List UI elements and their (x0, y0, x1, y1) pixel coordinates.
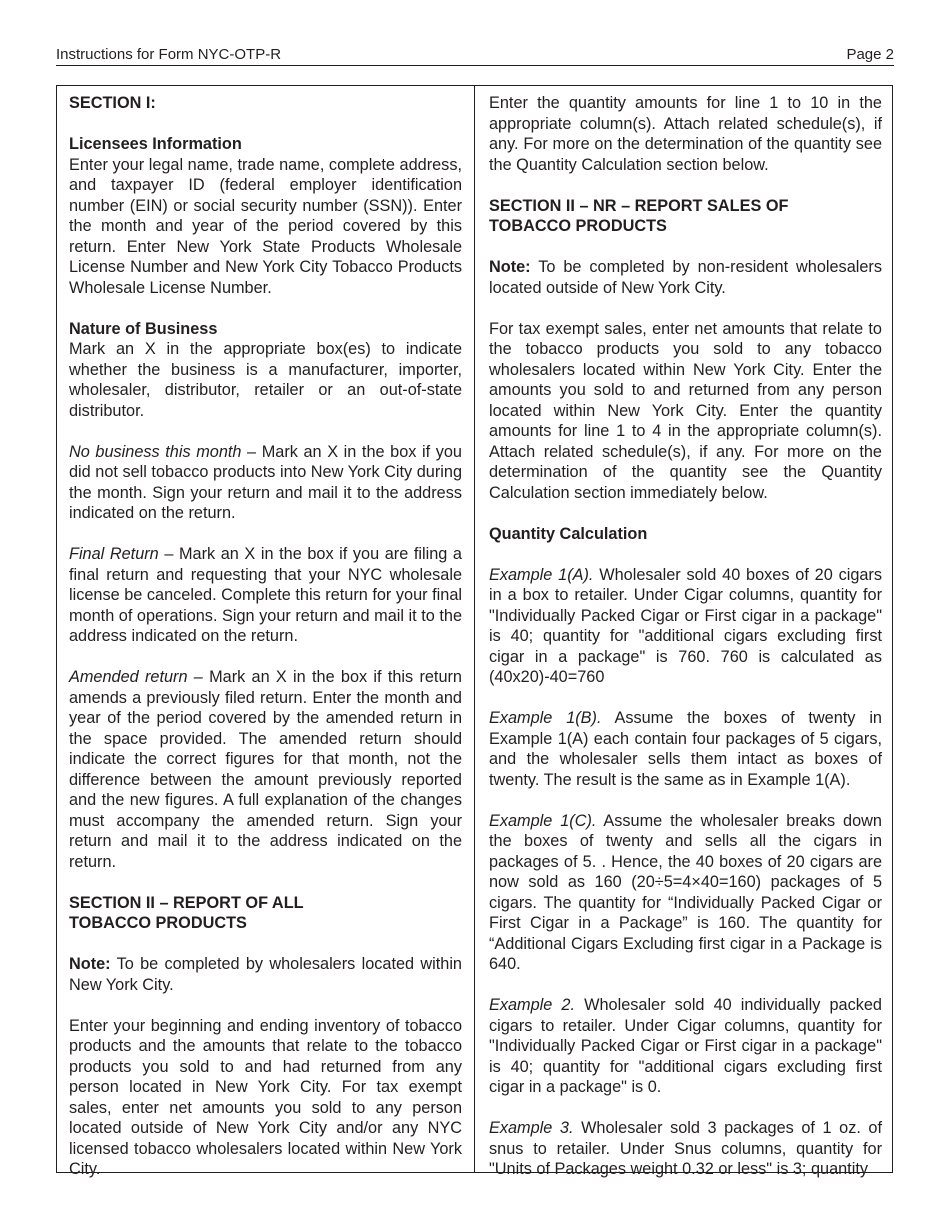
final-return-label: Final Return (69, 545, 159, 563)
section-2-nr-heading-line-2: TOBACCO PRODUCTS (489, 217, 667, 235)
section-2-heading-line-2: TOBACCO PRODUCTS (69, 914, 247, 932)
example-2-paragraph (489, 995, 882, 1098)
no-business-label: No business this month (69, 442, 242, 461)
example-3-paragraph (489, 1118, 882, 1180)
example-2-label: Example 2. (489, 996, 576, 1014)
section-2-nr-heading (489, 196, 882, 237)
note-text: To be completed by non-resident wholesalers located outside of New York City. (489, 258, 882, 297)
example-3-text: Wholesaler sold 3 packages of 1 oz. of snus to retailer. Under Snus columns, quantity for "Units of Packages weight 0.32 or less" is 3; quantity (489, 1119, 882, 1178)
example-1c-label: Example 1(C). (489, 811, 597, 830)
no-business-text: – Mark an X in the box if you did not sell tobacco products into New York City during the month. Sign your return and mail it to the address indicated on the return. (69, 442, 462, 522)
section-1-heading: SECTION I: (69, 94, 156, 112)
section-2-heading (69, 893, 462, 934)
quantity-intro-paragraph: Enter the quantity amounts for line 1 to 10 in the appropriate column(s). Attach related schedule(s), if any. For more on the determination of the quantity see the Quantity Calculation section below. (489, 94, 882, 174)
instructions-box (56, 85, 893, 1178)
section-2-nr-heading-line-1: SECTION II – NR – REPORT SALES OF (489, 196, 789, 215)
note-label: Note: (489, 258, 531, 276)
section-2-heading-line-1: SECTION II – REPORT OF ALL (69, 893, 304, 912)
licensee-paragraph: Enter your legal name, trade name, complete address, and taxpayer ID (federal employer identification number (EIN) or social security number (SSN)). Enter the month and year of the period covered by this return. Enter New York State Products Wholesale License Number and New York City Tobacco Products Wholesale License Number. (69, 155, 462, 297)
final-return-text: – Mark an X in the box if you are filing a final return and requesting that your NYC wholesale license be canceled. Complete this return for your final month of operations. Sign your return and mail it to the address indicated on the return. (69, 545, 462, 645)
note-label: Note: (69, 955, 111, 973)
final-return-paragraph (69, 544, 462, 647)
section-2-nr-note (489, 257, 882, 298)
example-3-label: Example 3. (489, 1119, 574, 1137)
amended-return-label: Amended return (69, 668, 188, 686)
form-title: Instructions for Form NYC-OTP-R (56, 46, 282, 63)
licensee-heading: Licensees Information (69, 135, 242, 153)
example-1a-label: Example 1(A). (489, 565, 594, 584)
note-text: To be completed by wholesalers located within New York City. (69, 955, 462, 994)
page-number: Page 2 (846, 46, 894, 63)
no-business-paragraph (69, 442, 462, 524)
example-1b-label: Example 1(B). (489, 709, 602, 727)
example-2-text: Wholesaler sold 40 individually packed cigars to retailer. Under Cigar columns, quantity for "Individually Packed Cigar or First cigar in a package" is 40; quantity for "additional cigars excluding first cigar in a package" is 0. (489, 996, 882, 1096)
inventory-paragraph: Enter your beginning and ending inventory of tobacco products and the amounts that relate to the tobacco products you sold to and had returned from any person located in New York City. For tax exempt sales, enter net amounts you sold to any person located outside of New York City and/or any NYC licensed tobacco wholesalers located within New York City. (69, 1016, 462, 1178)
example-1a-paragraph (489, 565, 882, 688)
example-1c-text: Assume the wholesaler breaks down the boxes of twenty and sells all the cigars in packages of 5. . Hence, the 40 boxes of 20 cigars are now sold as 160 (20÷5=4×40=160) packages of 5 cigars. The quantity for “Individually Packed Cigar or First Cigar in a Package” is 160. The quantity for “Additional Cigars Excluding first cigar in a Package is 640. (489, 811, 882, 973)
amended-return-text: – Mark an X in the box if this return amends a previously filed return. Enter the month and year of the period covered by the amended return in the space provided. The amended return should indicate the correct figures for that month, not the difference between the amount previously reported and the new figures. A full explanation of the changes must accompany the amended return. Sign your return and mail it to the address indicated on the return. (69, 668, 462, 871)
example-1a-text: Wholesaler sold 40 boxes of 20 cigars in a box to retailer. Under Cigar columns, quantity for "Individually Packed Cigar or First cigar in a package" is 40; quantity for "additional cigars excluding first cigar in a package" is 760. 760 is calculated as (40x20)-40=760 (489, 565, 882, 686)
amended-return-paragraph (69, 667, 462, 872)
example-1b-text: Assume the boxes of twenty in Example 1(A) each contain four packages of 5 cigars, and the wholesaler sells them intact as boxes of twenty. The result is the same as in Example 1(A). (489, 709, 882, 789)
section-2-note (69, 954, 462, 995)
page-header (56, 46, 894, 66)
right-column (489, 93, 882, 1200)
nature-heading: Nature of Business (69, 319, 218, 338)
nature-paragraph: Mark an X in the appropriate box(es) to indicate whether the business is a manufacturer, importer, wholesaler, distributor, retailer or an out-of-state distributor. (69, 340, 462, 420)
example-1c-paragraph (489, 811, 882, 975)
column-divider (474, 86, 475, 1172)
quantity-calculation-heading: Quantity Calculation (489, 524, 648, 543)
example-1b-paragraph (489, 708, 882, 790)
tax-exempt-paragraph: For tax exempt sales, enter net amounts that relate to the tobacco products you sold to any tobacco wholesalers located within New York City. Enter the amounts you sold to and returned from any person located within New York City. Enter the quantity amounts for line 1 to 4 in the appropriate column(s). Attach related schedule(s), if any. For more on the determination of the quantity see the Quantity Calculation section immediately below. (489, 319, 882, 502)
left-column (69, 93, 462, 1200)
